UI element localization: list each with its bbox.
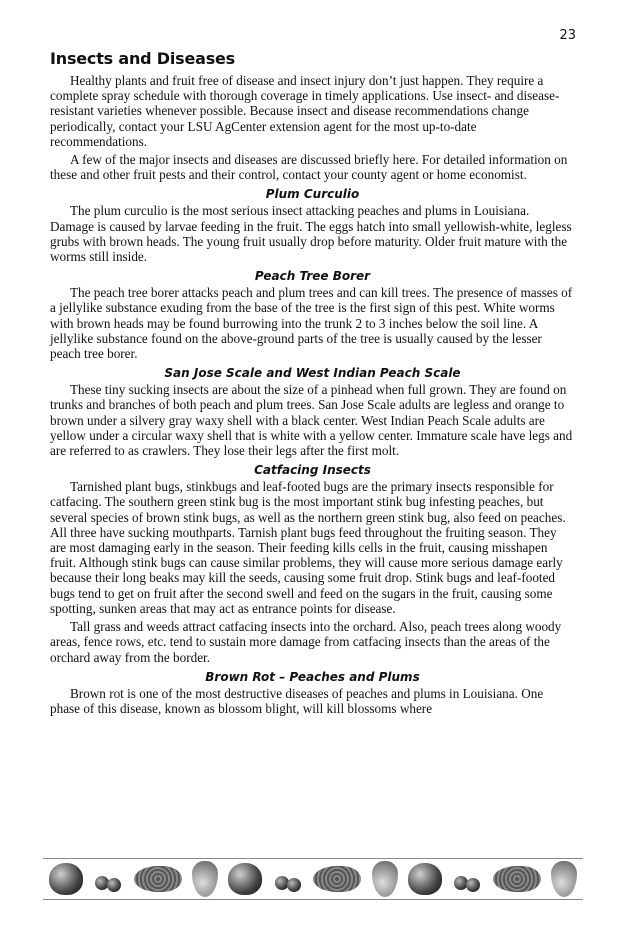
section-scale — [50, 366, 575, 458]
cherry-icon — [452, 864, 482, 894]
section-heading: Brown Rot – Peaches and Plums — [205, 669, 420, 684]
apple-icon — [49, 863, 83, 895]
strawberry-icon — [134, 866, 182, 892]
strawberry-icon — [493, 866, 541, 892]
paragraph: Tarnished plant bugs, stinkbugs and leaf-footed bugs are the primary insects responsible for catfacing. The southern green stink bug is the most important stink bug infesting peaches, but several species of brown stink bugs, as well as the northern green stink bug, also feed on peaches. All three have sucking mouthparts. Tarnish plant bugs feed throughout the fruiting season. They are most damaging early in the season. Their feeding kills cells in the fruit, causing misshapen fruit. Although stink bugs can cause similar problems, they will cause more serious damage early because their long beaks may kill the seeds, causing some fruit drop. Stink bugs and leaf-footed bugs tend to get on fruit after the second swell and feed on the sugars in the fruit, causing some spotting, sunken areas that may act as entrance points for disease. — [50, 479, 566, 616]
pear-icon — [372, 861, 398, 897]
paragraph: The peach tree borer attacks peach and plum trees and can kill trees. The presence of masses of a jellylike substance exuding from the base of the tree is the first sign of this pest. White worms with brown heads may be found burrowing into the trunk 2 to 3 inches below the soil line. A jellylike substance found on the above-ground parts of the tree is usually caused by the lesser peach tree borer. — [50, 285, 573, 362]
section-catfacing — [50, 463, 575, 664]
pear-icon — [192, 861, 218, 897]
apple-icon — [228, 863, 262, 895]
section-brown-rot — [50, 670, 575, 716]
section-heading: Catfacing Insects — [254, 463, 371, 478]
pear-icon — [551, 861, 577, 897]
fruit-border — [43, 858, 583, 900]
paragraph: Healthy plants and fruit free of disease and insect injury don’t just happen. They require a complete spray schedule with thorough coverage in timely applications. Use insect- and disease-resistant varieties whenever possible. Because insect and disease recommendations change periodically, contact your LSU AgCenter extension agent for the most up-to-date recommendations. — [50, 73, 560, 149]
document-body — [50, 49, 575, 719]
page-number: 23 — [559, 28, 576, 43]
paragraph: The plum curculio is the most serious insect attacking peaches and plums in Louisiana. Damage is caused by larvae feeding in the fruit. The eggs hatch into small yellowish-white, legless grubs with brown heads. The young fruit usually drop before maturity. Older fruit mature with the worms still inside. — [50, 203, 572, 265]
page-title: Insects and Diseases — [50, 49, 235, 68]
paragraph: Brown rot is one of the most destructive diseases of peaches and plums in Louisiana. One phase of this disease, known as blossom blight, will kill blossoms where — [50, 685, 544, 716]
section-intro — [50, 73, 575, 182]
section-plum-curculio — [50, 187, 575, 264]
section-heading: Plum Curculio — [265, 187, 360, 202]
paragraph: A few of the major insects and diseases are discussed briefly here. For detailed information on these and other fruit pests and their control, contact your county agent or home economist. — [50, 152, 568, 183]
cherry-icon — [93, 864, 123, 894]
paragraph: These tiny sucking insects are about the size of a pinhead when full grown. They are found on trunks and branches of both peach and plum trees. San Jose Scale adults are legless and orange to brown under a silvery gray waxy shell with a black center. West Indian Peach Scale adults are yellow under a circular waxy shell that is white with a yellow center. Immature scale have legs and are referred to as crawlers. They lose their legs after the first molt. — [50, 382, 573, 459]
apple-icon — [408, 863, 442, 895]
strawberry-icon — [313, 866, 361, 892]
section-heading: Peach Tree Borer — [254, 269, 371, 284]
paragraph: Tall grass and weeds attract catfacing insects into the orchard. Also, peach trees along woody areas, fence rows, etc. tend to sustain more damage from catfacing insects than the areas of the orchard away from the border. — [50, 619, 562, 665]
section-peach-tree-borer — [50, 269, 575, 361]
section-heading: San Jose Scale and West Indian Peach Scale — [164, 366, 461, 381]
cherry-icon — [273, 864, 303, 894]
